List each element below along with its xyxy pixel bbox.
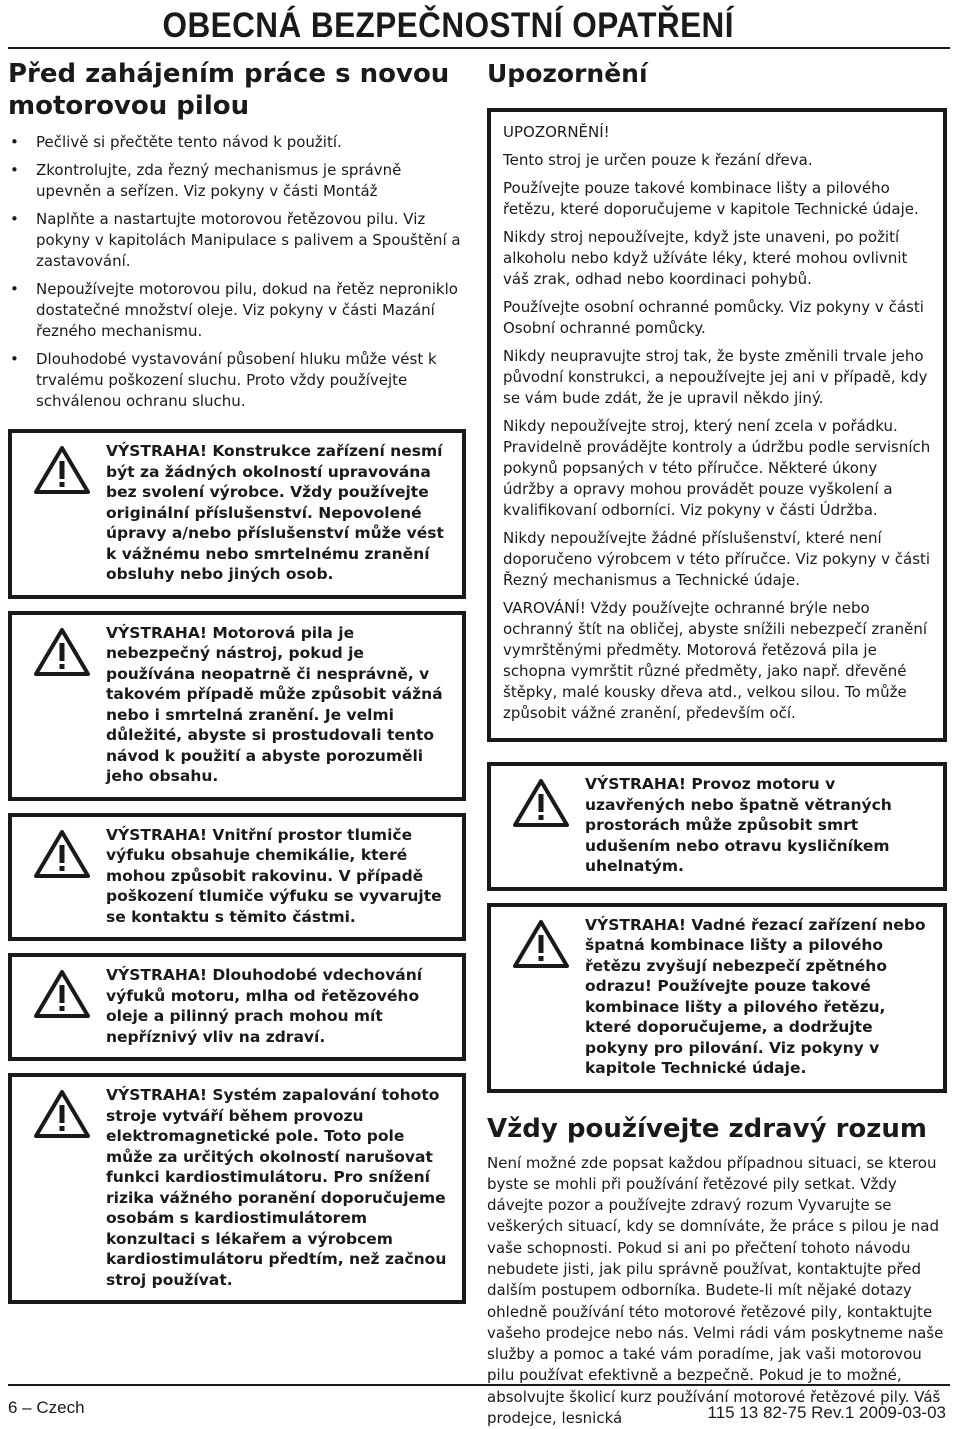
notice-paragraph: VAROVÁNÍ! Vždy používejte ochranné brýle nebo ochranný štít na obličej, abyste snížili nebezpečí zranění vymrštěnými předměty. Motorová řetězová pila je schopna vymrštit různé předměty, jako např. dřevěné štěpky, malé kousky dřeva atd., velkou silou. To může způsobit vážné zranění, především očí. bbox=[503, 598, 931, 724]
warning-box bbox=[8, 813, 466, 942]
common-sense-paragraph: Není možné zde popsat každou případnou situaci, se kterou byste se mohli při používání řetězové pily setkat. Vždy dávejte pozor a používejte zdravý rozum Vyvarujte se veškerých situací, kdy se domníváte, že práce s pilou je nad vaše schopnosti. Pokud si ani po přečtení tohoto návodu nebudete jisti, jak pilu správně používat, kontaktujte před dalším postupem odborníka. Budete-li mít nějaké dotazy ohledně používání této motorové řetězové pily, kontaktujte vašeho prodejce nebo nás. Velmi rádi vám poskytneme naše služby a pomoc a také vám poradíme, jak vaši motorovou pilu používat efektivně a bezpečně. Pokud je to možné, absolvujte školicí kurz používání motorové řetězové pily. Váš prodejce, lesnická bbox=[487, 1153, 947, 1429]
warning-text: VÝSTRAHA! Vadné řezací zařízení nebo špatná kombinace lišty a pilového řetězu zvyšují nebezpečí zpětného odrazu! Používejte pouze takové kombinace lišty a pilového řetězu, které doporučujeme, a dodržujte pokyny pro pilování. Viz pokyny v kapitole Technické údaje. bbox=[585, 916, 926, 1078]
list-item: • Zkontrolujte, zda řezný mechanismus je správně upevněn a seřízen. Viz pokyny v části Montáž bbox=[8, 160, 466, 202]
page-title: OBECNÁ BEZPEČNOSTNÍ OPATŘENÍ bbox=[163, 6, 734, 46]
warning-text: VÝSTRAHA! Vnitřní prostor tlumiče výfuku obsahuje chemikálie, které mohou způsobit rakovinu. V případě poškození tlumiče výfuku se vyvarujte se kontaktu s těmito částmi. bbox=[106, 826, 442, 926]
footer-rule bbox=[8, 1384, 950, 1386]
list-item: • Pečlivě si přečtěte tento návod k použití. bbox=[8, 132, 466, 153]
notice-paragraph: Nikdy stroj nepoužívejte, když jste unaveni, po požití alkoholu nebo když užíváte léky, které mohou ovlivnit váš zrak, odhad nebo koordinaci pohybů. bbox=[503, 227, 931, 290]
list-item: • Dlouhodobé vystavování působení hluku může vést k trvalému poškození sluchu. Proto vždy používejte schválenou ochranu sluchu. bbox=[8, 349, 466, 412]
list-item: • Naplňte a nastartujte motorovou řetězovou pilu. Viz pokyny v kapitolách Manipulace s palivem a Spouštění a zastavování. bbox=[8, 209, 466, 272]
warning-box bbox=[8, 953, 466, 1061]
warning-box bbox=[8, 611, 466, 801]
warning-box bbox=[8, 429, 466, 599]
section-heading-notice: Upozornění bbox=[487, 58, 947, 90]
warning-box bbox=[487, 903, 947, 1093]
notice-paragraph: Používejte pouze takové kombinace lišty a pilového řetězu, které doporučujeme v kapitole Technické údaje. bbox=[503, 178, 931, 220]
header-rule bbox=[8, 47, 950, 49]
notice-paragraph: Používejte osobní ochranné pomůcky. Viz pokyny v části Osobní ochranné pomůcky. bbox=[503, 297, 931, 339]
warning-triangle-icon bbox=[34, 1089, 90, 1139]
warning-text: VÝSTRAHA! Provoz motoru v uzavřených nebo špatně větraných prostorách může způsobit smrt udušením nebo otravu kysličníkem uhelnatým. bbox=[585, 775, 892, 875]
notice-paragraph: Tento stroj je určen pouze k řezání dřeva. bbox=[503, 150, 931, 171]
warning-text: VÝSTRAHA! Systém zapalování tohoto stroje vytváří během provozu elektromagnetické pole. Toto pole může za určitých okolností narušovat funkci kardiostimulátoru. Pro snížení rizika vážného poranění doporučujeme osobám s kardiostimulátorem konzultaci s lékařem a výrobcem kardiostimulátoru předtím, než začnou stroj používat. bbox=[106, 1086, 446, 1289]
warning-triangle-icon bbox=[34, 969, 90, 1019]
right-column bbox=[487, 58, 947, 1429]
warning-triangle-icon bbox=[513, 778, 569, 828]
left-column bbox=[8, 58, 466, 1316]
warning-triangle-icon bbox=[34, 829, 90, 879]
warning-text: VÝSTRAHA! Konstrukce zařízení nesmí být za žádných okolností upravována bez svolení výrobce. Vždy používejte originální příslušenství. Nepovolené úpravy a/nebo příslušenství může vést k vážnému nebo smrtelnému zranění obsluhy nebo jiných osob. bbox=[106, 442, 444, 583]
notice-paragraph: Nikdy neupravujte stroj tak, že byste změnili trvale jeho původní konstrukci, a nepoužívejte jej ani v případě, kdy se vám bude zdát, že je upravil někdo jiný. bbox=[503, 346, 931, 409]
warning-text: VÝSTRAHA! Dlouhodobé vdechování výfuků motoru, mlha od řetězového oleje a pilinný prach mohou mít nepříznivý vliv na zdraví. bbox=[106, 966, 422, 1046]
warning-box bbox=[8, 1073, 466, 1304]
warning-triangle-icon bbox=[34, 445, 90, 495]
notice-paragraph: Nikdy nepoužívejte stroj, který není zcela v pořádku. Pravidelně provádějte kontroly a údržbu podle servisních pokynů popsaných v této příručce. Některé úkony údržby a opravy mohou provádět pouze vyškolení a kvalifikovaní odborníci. Viz pokyny v části Údržba. bbox=[503, 416, 931, 521]
notice-paragraph: Nikdy nepoužívejte žádné příslušenství, které není doporučeno výrobcem v této příručce. Viz pokyny v části Řezný mechanismus a Technické údaje. bbox=[503, 528, 931, 591]
before-start-list bbox=[8, 132, 466, 412]
page-number: 6 – Czech bbox=[8, 1398, 85, 1418]
warning-box bbox=[487, 762, 947, 891]
warning-triangle-icon bbox=[34, 627, 90, 677]
warning-triangle-icon bbox=[513, 919, 569, 969]
warning-text: VÝSTRAHA! Motorová pila je nebezpečný nástroj, pokud je používána neopatrně či nesprávně, v takovém případě může způsobit vážná nebo i smrtelná zranění. Je velmi důležité, abyste si prostudovali tento návod k použití a abyste porozuměli jeho obsahu. bbox=[106, 624, 443, 786]
section-heading-before-start: Před zahájením práce s novou motorovou pilou bbox=[8, 58, 466, 122]
list-item: • Nepoužívejte motorovou pilu, dokud na řetěz neproniklo dostatečné množství oleje. Viz pokyny v části Mazání řezného mechanismu. bbox=[8, 279, 466, 342]
document-code: 115 13 82-75 Rev.1 2009-03-03 bbox=[708, 1403, 947, 1423]
section-heading-common-sense: Vždy používejte zdravý rozum bbox=[487, 1113, 947, 1145]
notice-box bbox=[487, 108, 947, 742]
notice-label: UPOZORNĚNÍ! bbox=[503, 122, 931, 143]
